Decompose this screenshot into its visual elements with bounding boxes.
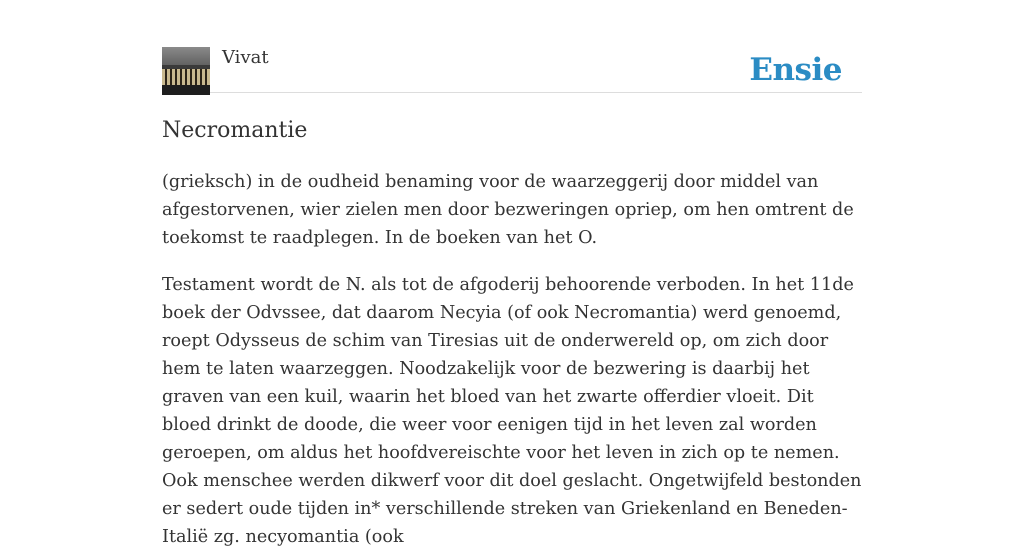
avatar-image <box>162 47 210 95</box>
brand-logo[interactable]: Ensie <box>749 52 842 88</box>
author-avatar[interactable] <box>162 47 210 95</box>
entry-title: Necromantie <box>162 118 308 143</box>
page <box>162 0 862 547</box>
header <box>162 47 862 93</box>
entry-paragraph: Testament wordt de N. als tot de afgoderij behoorende verboden. In het 11de boek der Odvssee, dat daarom Necyia (of ook Necromantia) werd genoemd, roept Odysseus de schim van Tiresias uit de onderwereld op, om zich door hem te laten waarzeggen. Noodzakelijk voor de bezwering is daarbij het graven van een kuil, waarin het bloed van het zwarte offerdier vloeit. Dit bloed drinkt de doode, die weer voor eenigen tijd in het leven zal worden geroepen, om aldus het hoofdvereischte voor het leven in zich op te nemen. Ook menschee werden dikwerf voor dit doel geslacht. Ongetwijfeld bestonden er sedert oude tijden in* verschillende streken van Griekenland en Beneden-Italië zg. necyomantia (ook <box>162 275 862 547</box>
entry-paragraph: (grieksch) in de oudheid benaming voor de waarzeggerij door middel van afgestorvenen, wier zielen men door bezweringen opriep, om hen omtrent de toekomst te raadplegen. In de boeken van het O. <box>162 172 854 248</box>
author-name[interactable]: Vivat <box>222 47 269 68</box>
